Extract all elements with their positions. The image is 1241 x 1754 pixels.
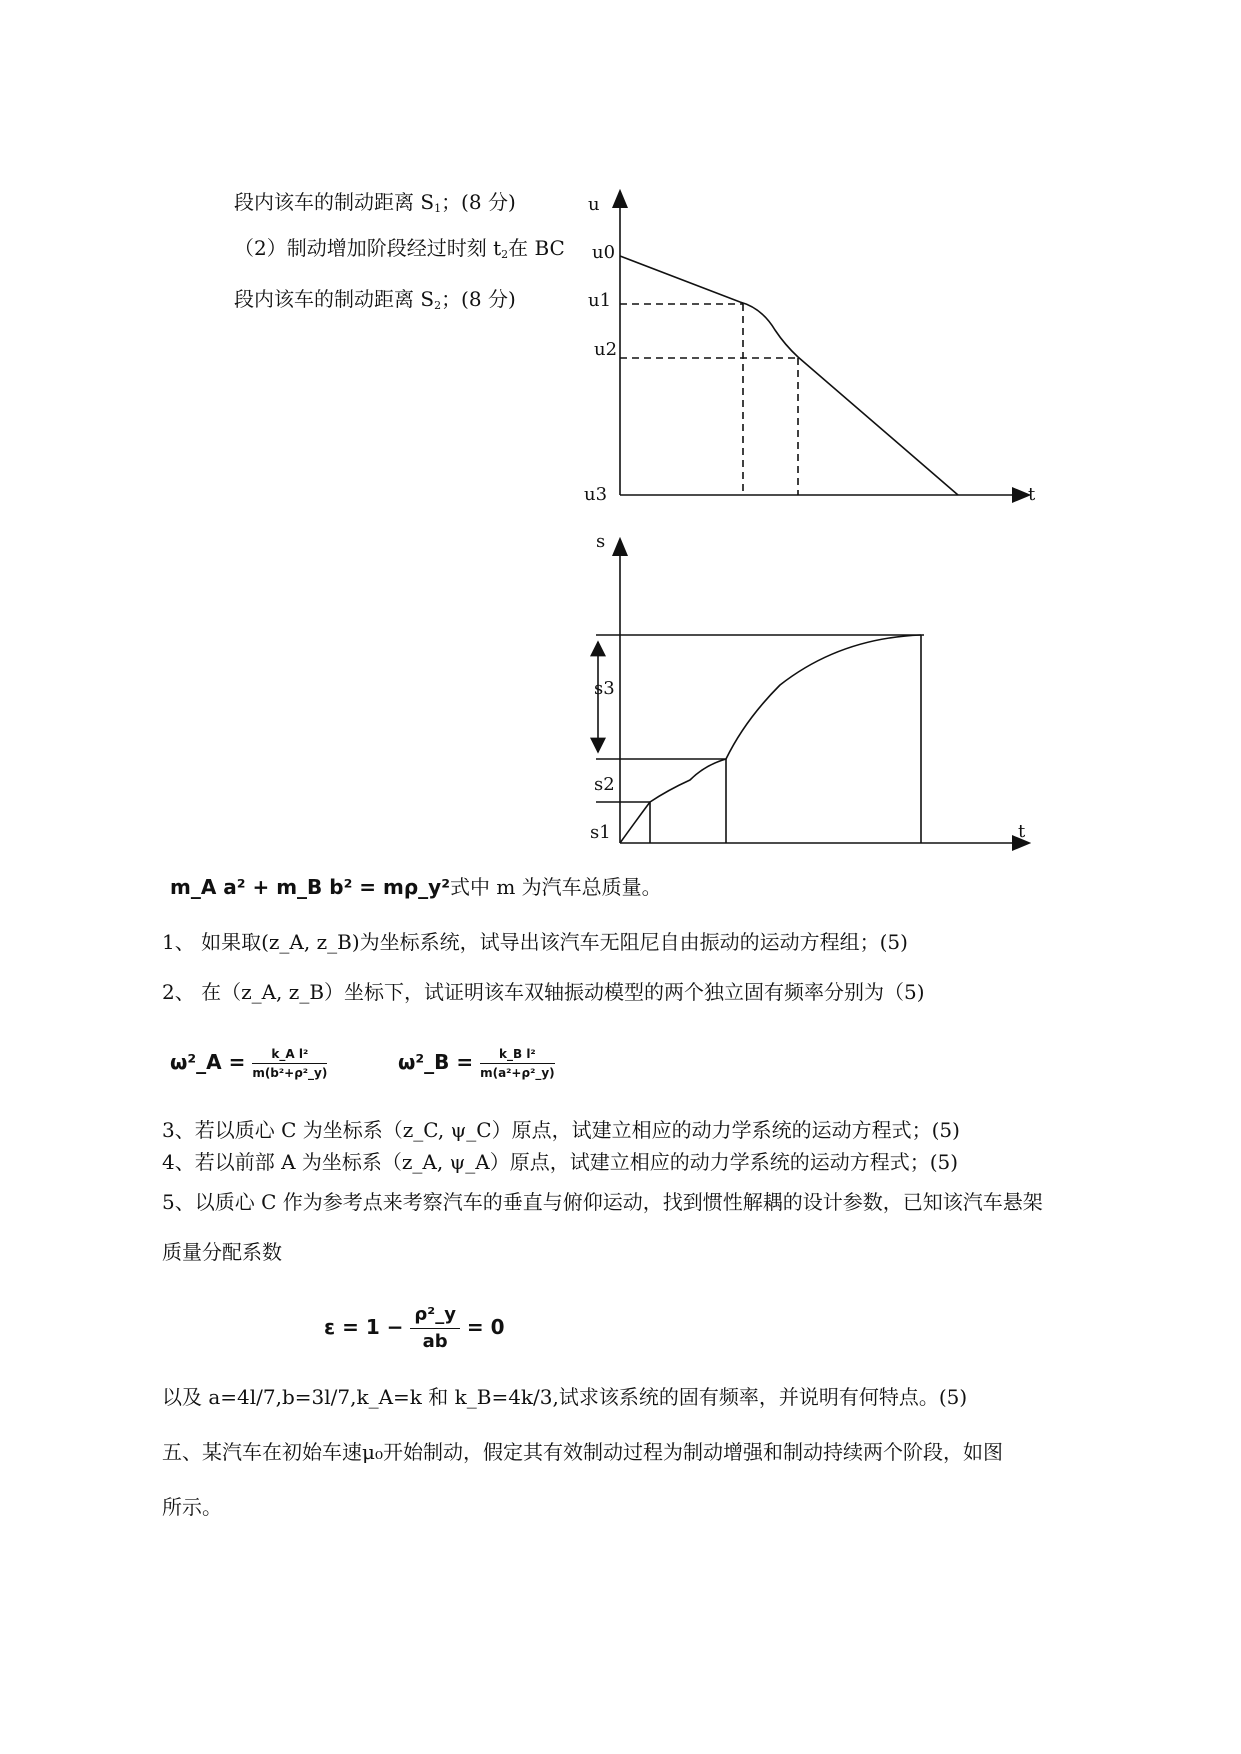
u0-label: u0: [592, 242, 616, 263]
line-a1-text: 段内该车的制动距离 S: [234, 190, 435, 214]
u-axis-label: u: [588, 194, 600, 215]
omega-b-den: m(a²+ρ²_y): [480, 1066, 555, 1080]
question-2: 2、 在（z_A, z_B）坐标下，试证明该车双轴振动模型的两个独立固有频率分别为（5): [162, 980, 925, 1004]
question-1: 1、 如果取(z_A, z_B)为坐标系统，试导出该汽车无阻尼自由振动的运动方程组；(5): [162, 930, 908, 954]
mass-equation: m_A a² + m_B b² = mρ_y²: [170, 875, 450, 899]
question-3: 3、若以质心 C 为坐标系（z_C, ψ_C）原点，试建立相应的动力学系统的运动方程式；(5): [162, 1118, 960, 1142]
line-a1-tail: ；(8 分): [441, 190, 516, 214]
line-a3-tail: ；(8 分): [441, 287, 516, 311]
question-five-line-2: 所示。: [162, 1495, 222, 1519]
epsilon-lhs: ε = 1 −: [324, 1315, 404, 1339]
s-axis-label: s: [596, 531, 606, 552]
epsilon-rhs: = 0: [466, 1315, 505, 1339]
question-5-line-1: 5、以质心 C 作为参考点来考察汽车的垂直与俯仰运动，找到惯性解耦的设计参数，已知该汽车悬架: [162, 1190, 1043, 1214]
omega-a-lhs: ω²_A =: [170, 1050, 246, 1074]
t-axis-label-1: t: [1028, 484, 1036, 505]
question-4: 4、若以前部 A 为坐标系（z_A, ψ_A）原点，试建立相应的动力学系统的运动方程式；(5): [162, 1150, 959, 1174]
line-a3-sub: 2: [434, 299, 442, 312]
s3-label: s3: [594, 678, 615, 699]
omega-b-lhs: ω²_B =: [398, 1050, 474, 1074]
u1-label: u1: [588, 290, 612, 311]
epsilon-den: ab: [422, 1331, 448, 1352]
omega-a-formula: [170, 1045, 327, 1082]
omega-b-formula: [398, 1045, 555, 1082]
velocity-curve: [620, 256, 958, 495]
mass-equation-line: [170, 875, 662, 899]
omega-a-num: k_A l²: [252, 1045, 327, 1064]
t-axis-label-2: t: [1018, 821, 1026, 842]
s1-label: s1: [590, 822, 611, 843]
velocity-figure: [620, 192, 1028, 495]
line-a2-tail: 在 BC: [508, 236, 565, 260]
question-5-line-2: 质量分配系数: [162, 1240, 282, 1264]
u3-label: u3: [584, 484, 608, 505]
question-5-line-3: 以及 a=4l/7,b=3l/7,k_A=k 和 k_B=4k/3,试求该系统的固有频率，并说明有何特点。(5): [162, 1385, 968, 1409]
epsilon-formula: [324, 1302, 505, 1355]
s2-label: s2: [594, 774, 615, 795]
omega-b-num: k_B l²: [480, 1045, 555, 1064]
line-a3-text: 段内该车的制动距离 S: [234, 287, 435, 311]
mass-equation-tail: 式中 m 为汽车总质量。: [449, 875, 662, 899]
omega-a-den: m(b²+ρ²_y): [252, 1066, 328, 1080]
line-a2-sub: 2: [501, 248, 509, 261]
line-a2-text: （2）制动增加阶段经过时刻 t: [234, 236, 502, 260]
distance-figure: [596, 540, 1028, 843]
line-a1-sub: 1: [434, 202, 442, 215]
distance-curve: [620, 635, 921, 843]
u2-label: u2: [594, 339, 618, 360]
epsilon-num: ρ²_y: [410, 1302, 460, 1329]
question-five-line-1: 五、某汽车在初始车速μ₀开始制动，假定其有效制动过程为制动增强和制动持续两个阶段，如图: [162, 1440, 1004, 1464]
